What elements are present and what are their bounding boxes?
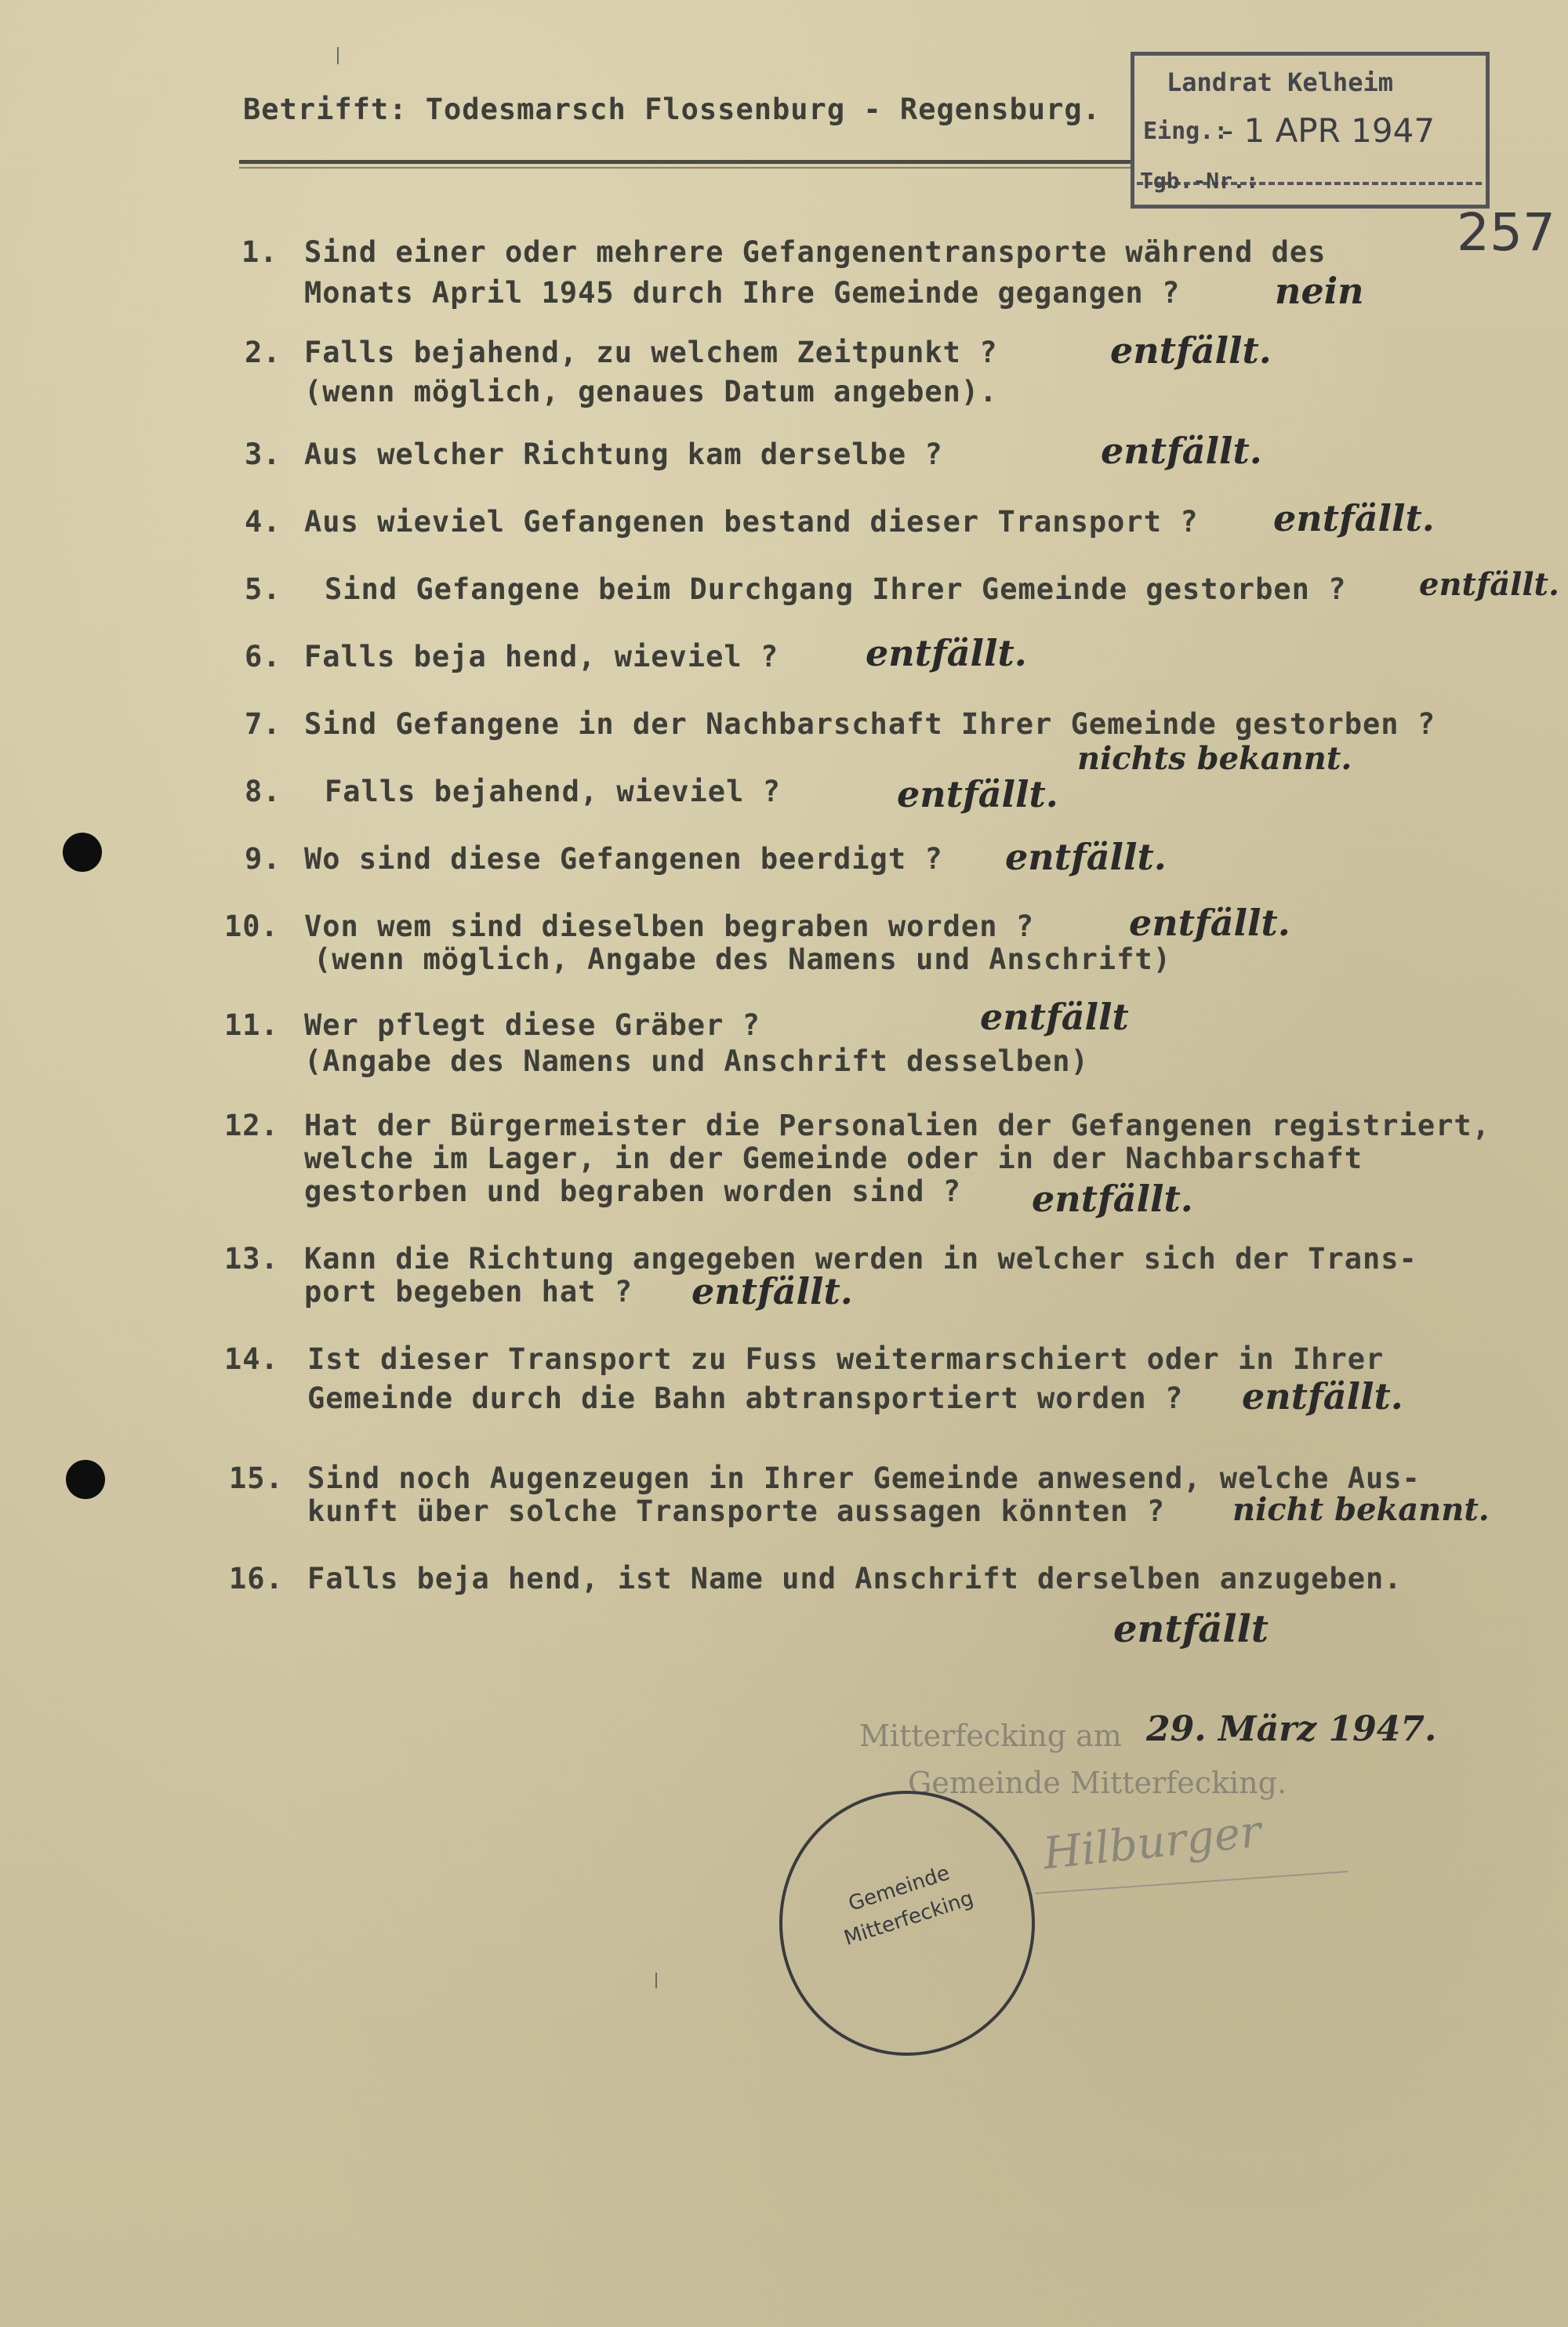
page-number: 257 xyxy=(1457,202,1555,263)
receipt-stamp-date: - 1 APR 1947 xyxy=(1221,111,1436,150)
answer-handwritten: entfällt. xyxy=(1101,430,1262,472)
question-text: Sind noch Augenzeugen in Ihrer Gemeinde anwesend, welche Aus- xyxy=(307,1461,1421,1495)
question-text: Falls beja hend, ist Name und Anschrift derselben anzugeben. xyxy=(307,1562,1403,1596)
question-text: Falls beja hend, wieviel ? xyxy=(304,640,779,673)
punch-hole-bottom xyxy=(66,1460,105,1499)
punch-hole-top xyxy=(63,833,102,872)
question-text: Sind Gefangene in der Nachbarschaft Ihrer Gemeinde gestorben ? xyxy=(304,707,1436,741)
question-number: 5. xyxy=(245,572,281,606)
answer-handwritten: entfällt. xyxy=(1419,566,1559,603)
answer-handwritten: entfällt. xyxy=(1110,329,1272,372)
question-number: 8. xyxy=(245,775,281,808)
question-text: welche im Lager, in der Gemeinde oder in der Nachbarschaft xyxy=(304,1142,1363,1175)
question-number: 7. xyxy=(245,707,281,741)
question-number: 6. xyxy=(245,640,281,673)
answer-handwritten: entfällt. xyxy=(1273,497,1435,539)
subject-line: Betrifft: Todesmarsch Flossenburg - Regensburg. xyxy=(243,93,1101,126)
question-text: Falls bejahend, wieviel ? xyxy=(325,775,781,808)
answer-handwritten: entfällt. xyxy=(866,632,1027,674)
question-number: 16. xyxy=(229,1562,284,1596)
answer-handwritten: nicht bekannt. xyxy=(1232,1491,1490,1528)
question-text: Sind einer oder mehrere Gefangenentransporte während des xyxy=(304,235,1327,269)
question-number: 12. xyxy=(224,1109,279,1142)
document-date: 29. März 1947. xyxy=(1146,1709,1437,1749)
question-number: 9. xyxy=(245,842,281,876)
receipt-stamp-received-label: Eing.: xyxy=(1143,118,1229,145)
question-number: 14. xyxy=(224,1342,279,1376)
question-text: Aus welcher Richtung kam derselbe ? xyxy=(304,437,943,471)
question-text: Wer pflegt diese Gräber ? xyxy=(304,1008,760,1042)
receipt-stamp-office: Landrat Kelheim xyxy=(1167,67,1393,97)
question-text: (wenn möglich, genaues Datum angeben). xyxy=(304,375,998,408)
pencil-mark xyxy=(337,47,339,64)
question-text: Ist dieser Transport zu Fuss weitermarschiert oder in Ihrer xyxy=(307,1342,1385,1376)
answer-handwritten: entfällt. xyxy=(691,1270,853,1312)
answer-handwritten: entfällt. xyxy=(897,773,1058,815)
answer-handwritten: nein xyxy=(1275,270,1364,312)
question-text: Monats April 1945 durch Ihre Gemeinde gegangen ? xyxy=(304,276,1181,310)
municipality-stamp: Gemeinde Mitterfecking. xyxy=(908,1766,1287,1800)
question-text: Hat der Bürgermeister die Personalien der Gefangenen registriert, xyxy=(304,1109,1490,1142)
question-number: 10. xyxy=(224,909,279,943)
question-number: 13. xyxy=(224,1242,279,1276)
question-text: Kann die Richtung angegeben werden in welcher sich der Trans- xyxy=(304,1242,1417,1276)
question-text: Aus wieviel Gefangenen bestand dieser Transport ? xyxy=(304,505,1199,539)
question-text: (Angabe des Namens und Anschrift desselben) xyxy=(304,1044,1089,1078)
question-number: 15. xyxy=(229,1461,284,1495)
question-text: Falls bejahend, zu welchem Zeitpunkt ? xyxy=(304,336,998,369)
receipt-stamp-number-label: Tgb.-Nr.: xyxy=(1140,168,1259,194)
answer-handwritten: entfällt. xyxy=(1242,1375,1403,1418)
question-number: 1. xyxy=(241,235,278,269)
question-number: 4. xyxy=(245,505,281,539)
question-text: Von wem sind dieselben begraben worden ? xyxy=(304,909,1035,943)
header-rule xyxy=(239,160,1133,164)
answer-handwritten: entfällt xyxy=(1113,1607,1269,1651)
signature: Hilburger xyxy=(1040,1806,1264,1880)
question-text: Gemeinde durch die Bahn abtransportiert worden ? xyxy=(307,1381,1184,1415)
header-rule-thin xyxy=(239,167,1133,169)
answer-handwritten: entfällt. xyxy=(1005,836,1167,878)
seal-text: Gemeinde Mitterfecking xyxy=(841,1861,977,1951)
question-number: 11. xyxy=(224,1008,279,1042)
question-text: kunft über solche Transporte aussagen könnten ? xyxy=(307,1494,1165,1528)
question-text: Wo sind diese Gefangenen beerdigt ? xyxy=(304,842,943,876)
pencil-mark xyxy=(655,1973,657,1988)
question-number: 3. xyxy=(245,437,281,471)
answer-handwritten: entfällt. xyxy=(1129,902,1290,944)
question-text: (wenn möglich, Angabe des Namens und Anschrift) xyxy=(314,942,1171,976)
place-date-label: Mitterfecking am xyxy=(859,1719,1122,1753)
answer-handwritten: nichts bekannt. xyxy=(1077,740,1352,777)
answer-handwritten: entfällt xyxy=(980,996,1129,1038)
question-text: port begeben hat ? xyxy=(304,1275,633,1309)
question-number: 2. xyxy=(245,336,281,369)
municipal-seal xyxy=(779,1791,1035,2056)
answer-handwritten: entfällt. xyxy=(1032,1178,1193,1220)
question-text: Sind Gefangene beim Durchgang Ihrer Gemeinde gestorben ? xyxy=(325,572,1347,606)
question-text: gestorben und begraben worden sind ? xyxy=(304,1174,961,1208)
